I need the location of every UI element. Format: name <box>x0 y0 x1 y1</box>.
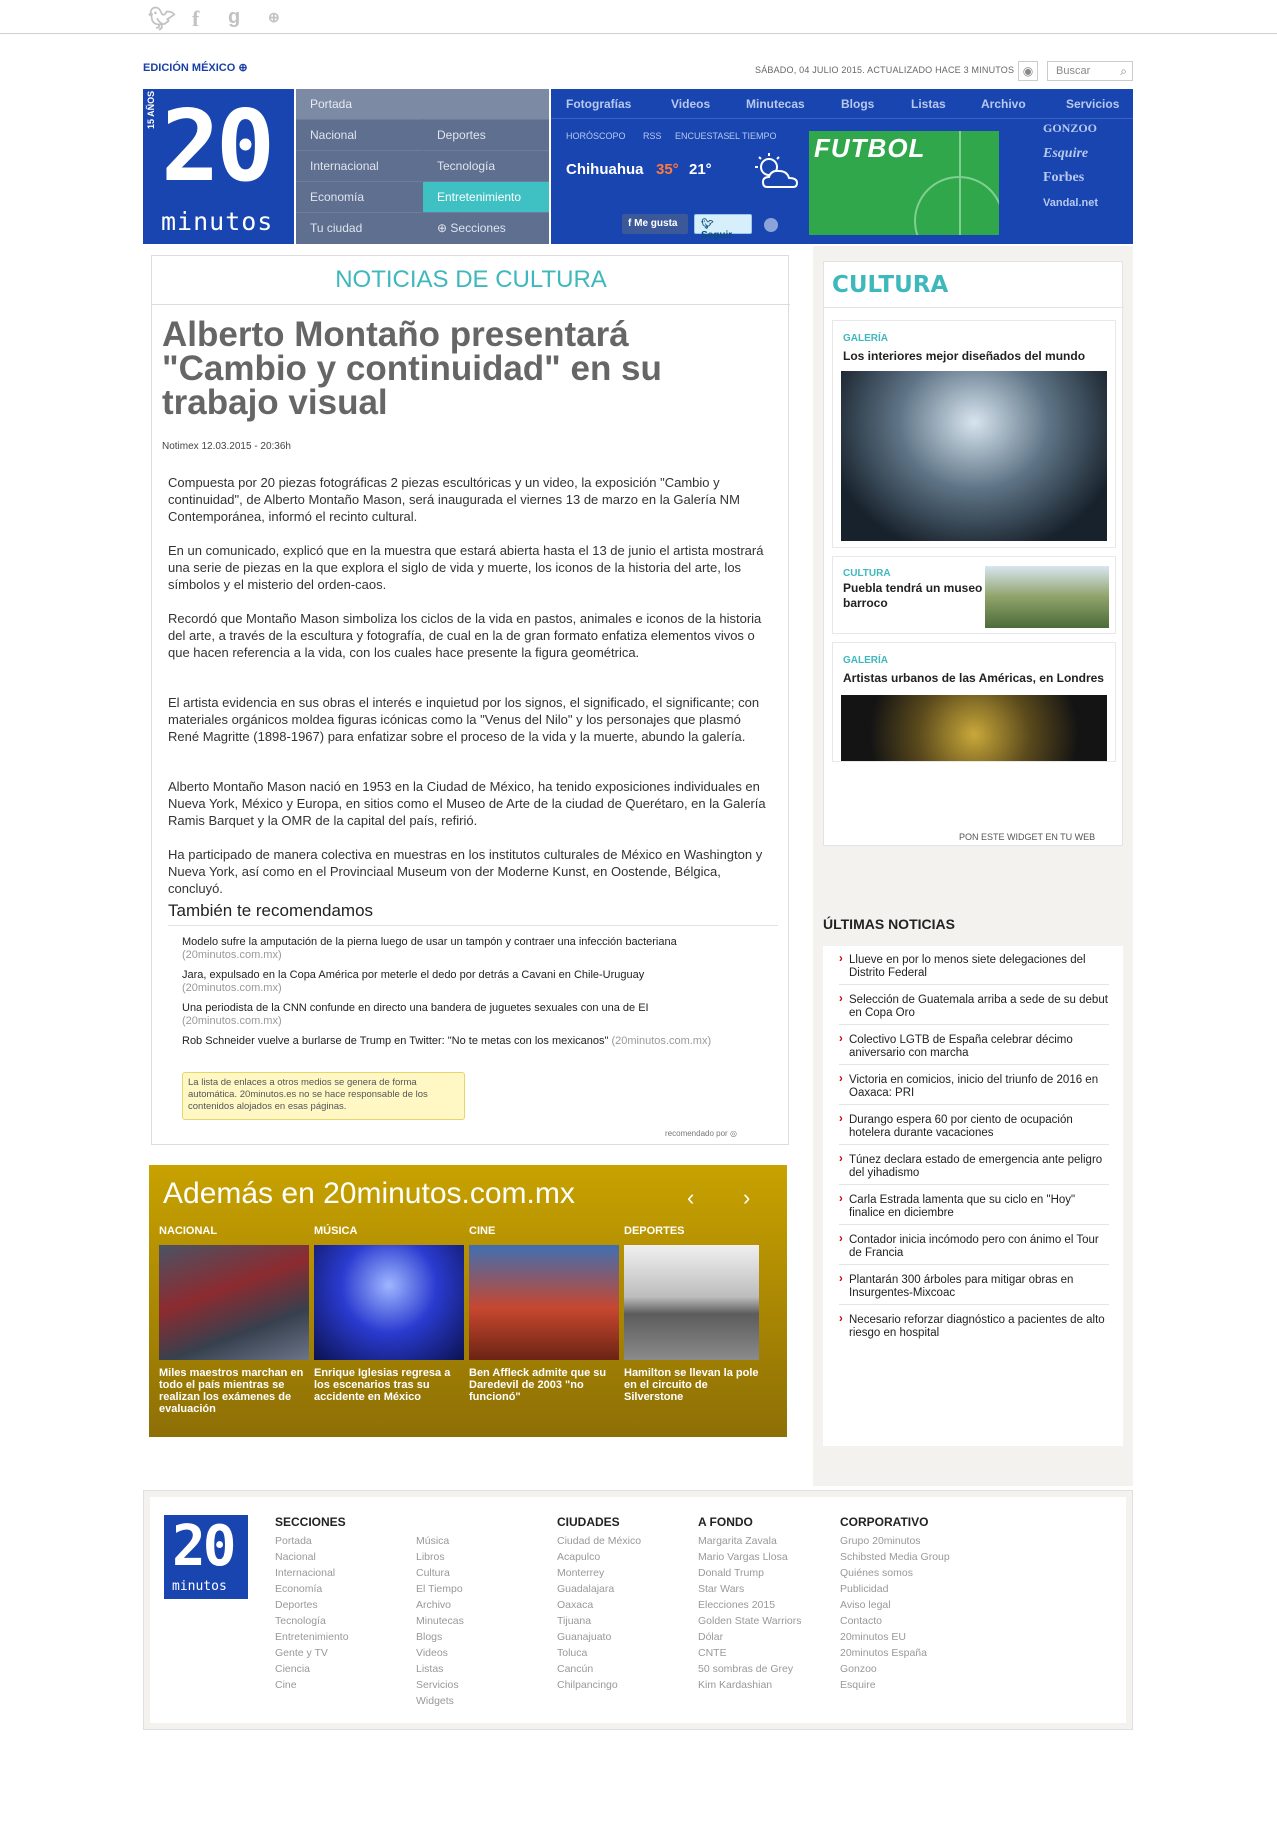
footer-link[interactable]: Cancún <box>557 1663 594 1675</box>
footer-col-a-fondo <box>698 1515 801 1693</box>
links-disclaimer: La lista de enlaces a otros medios se genera de forma automática. 20minutos.es no se hace responsable de los contenidos alojados en esas páginas. <box>182 1072 465 1120</box>
ademas-title: Además en 20minutos.com.mx <box>163 1177 575 1210</box>
card-title: Puebla tendrá un museo barroco <box>843 581 983 610</box>
footer-link[interactable]: Guadalajara <box>557 1583 615 1595</box>
card-tag: GALERÍA <box>843 333 888 344</box>
footer-link[interactable]: Servicios <box>416 1679 459 1691</box>
top-nav <box>551 89 1133 119</box>
search-placeholder: Buscar <box>1056 65 1091 77</box>
social-dot-icon[interactable] <box>764 218 778 232</box>
card-title: Los interiores mejor diseñados del mundo <box>843 349 1086 363</box>
list-item[interactable]: › Túnez declara estado de emergencia ante peligro del yihadismo <box>839 1154 1109 1180</box>
subnav-el-tiempo[interactable]: EL TIEMPO <box>729 131 777 141</box>
article-headline: Alberto Montaño presentará "Cambio y continuidad" en su trabajo visual <box>162 315 662 422</box>
google-plus-icon[interactable]: g <box>228 6 241 28</box>
footer-link[interactable]: El Tiempo <box>416 1583 463 1595</box>
movie-poster-photo <box>469 1245 619 1360</box>
cloud-sun-icon <box>749 151 805 193</box>
footer-link[interactable]: Gente y TV <box>275 1647 328 1659</box>
ultimas-title: ÚLTIMAS NOTICIAS <box>823 916 955 932</box>
list-item[interactable]: › Necesario reforzar diagnóstico a pacientes de alto riesgo en hospital <box>839 1314 1109 1340</box>
site-header <box>143 89 1133 244</box>
footer-link[interactable]: Ciudad de México <box>557 1535 642 1547</box>
ademas-carousel <box>149 1165 787 1437</box>
footer-col-secciones <box>275 1515 349 1693</box>
paragraph: Recordó que Montaño Mason simboliza los ciclos de la vida en pastos, animales e iconos de la historia del arte, a través de la escultura y fotografía, de cual en la de gran formato enfatiza elementos vivos o que hacen referencia a la vida, con los cuales hace presente la figura geométrica. <box>168 611 762 660</box>
footer-logo[interactable] <box>164 1515 248 1599</box>
list-item[interactable]: › Victoria en comicios, inicio del triunfo de 2016 en Oaxaca: PRI <box>839 1074 1109 1100</box>
carousel-category: NACIONAL <box>159 1225 218 1237</box>
cultura-widget <box>823 261 1123 846</box>
protest-photo <box>159 1245 309 1360</box>
logo-number: 20 <box>161 90 272 204</box>
edition-plus-icon: ⊕ <box>238 62 248 74</box>
paragraph: En un comunicado, explicó que en la muestra que estará abierta hasta el 13 de junio el artista mostrará una serie de piezas en la que explora el siglo de vida y muerte, los iconos de la historia del arte, los símbolos y el misterio del orden-caos. <box>168 543 764 592</box>
concert-photo <box>314 1245 464 1360</box>
footer-link[interactable]: Economía <box>275 1583 323 1595</box>
futbol-banner[interactable] <box>809 131 999 235</box>
divider <box>839 1304 1109 1305</box>
footer-col-ciudades <box>557 1515 641 1693</box>
divider <box>168 925 778 926</box>
twitter-icon[interactable]: 🐦︎ <box>148 6 176 31</box>
facebook-icon: f <box>628 218 632 229</box>
list-item[interactable]: › Carla Estrada lamenta que su ciclo en "Hoy" finalice en diciembre <box>839 1194 1109 1220</box>
footer-link[interactable]: Listas <box>416 1663 444 1675</box>
nav-entretenimiento[interactable]: Entretenimiento <box>423 181 549 212</box>
footer-link[interactable]: Minutecas <box>416 1615 464 1627</box>
carousel-item[interactable] <box>624 1225 759 1403</box>
search-icon[interactable]: ⌕ <box>1120 64 1127 78</box>
footer-link[interactable]: Toluca <box>557 1647 588 1659</box>
paragraph: Alberto Montaño Mason nació en 1953 en la Ciudad de México, ha tenido exposiciones individuales en Nueva York, México y Europa, en sitios como el Museo de Arte de la ciudad de Querétaro, en la Galería Ramis Barquet y la OMR de la capital del país, refirió. <box>168 779 766 828</box>
brand-gonzoo[interactable]: GONZOO <box>1043 121 1098 135</box>
paragraph: Ha participado de manera colectiva en muestras en los institutos culturales de México en Washington y Nueva York, así como en el Provinciaal Museum von der Moderne Kunst, en Oostende, Bélgica, concluyó. <box>168 847 763 896</box>
list-item[interactable]: › Colectivo LGTB de España celebrar décimo aniversario con marcha <box>839 1034 1109 1060</box>
list-item[interactable]: › Contador inicia incómodo pero con ánimo el Tour de Francia <box>839 1234 1109 1260</box>
carousel-caption: Hamilton se llevan la pole en el circuito de Silverstone <box>624 1367 759 1403</box>
subnav-encuestas[interactable]: ENCUESTAS <box>675 131 730 141</box>
twitter-bird-icon: 🐦︎ <box>701 219 714 230</box>
sidebar <box>813 246 1133 1486</box>
footer-link[interactable]: 50 sombras de Grey <box>698 1663 794 1675</box>
nav-tecnologia[interactable]: Tecnología <box>423 150 549 181</box>
footer-link[interactable]: Esquire <box>840 1679 876 1691</box>
footer-logo-word: minutos <box>172 1579 227 1594</box>
footer-link[interactable]: Margarita Zavala <box>698 1535 777 1547</box>
brand-esquire[interactable]: Esquire <box>1043 146 1089 161</box>
carousel-prev-icon[interactable]: ‹ <box>687 1185 695 1210</box>
nav-internacional[interactable]: Internacional <box>296 150 422 181</box>
article-container <box>151 255 789 1145</box>
footer-col-title: A FONDO <box>698 1515 753 1529</box>
recommendations-title: También te recomendamos <box>168 901 374 920</box>
footer-link[interactable]: Monterrey <box>557 1567 605 1579</box>
footer-link[interactable]: Acapulco <box>557 1551 601 1563</box>
brand-vandal[interactable]: Vandal.net <box>1043 197 1099 209</box>
gallery-card[interactable] <box>832 320 1116 548</box>
topnav-archivo[interactable]: Archivo <box>981 97 1026 111</box>
footer-logo-number: 20 <box>172 1514 234 1579</box>
nav-portada[interactable]: Portada <box>296 89 549 119</box>
footer-link[interactable]: Donald Trump <box>698 1567 764 1579</box>
nav-secciones[interactable]: ⊕ Secciones <box>423 212 549 243</box>
weather-city[interactable]: Chihuahua <box>566 161 644 178</box>
edition-selector[interactable] <box>143 61 248 74</box>
rss-icon[interactable]: ◉ <box>1018 61 1038 81</box>
carousel-caption: Miles maestros marchan en todo el país mientras se realizan los exámenes de evaluación <box>159 1367 304 1415</box>
brand-forbes[interactable]: Forbes <box>1043 170 1085 185</box>
footer-link[interactable]: Kim Kardashian <box>698 1679 773 1691</box>
subnav-horoscopo[interactable]: HORÓSCOPO <box>566 131 626 141</box>
footer-link[interactable]: Tijuana <box>557 1615 592 1627</box>
card-tag: CULTURA <box>843 568 891 579</box>
footer-col-more <box>416 1515 464 1709</box>
footer-link[interactable]: Videos <box>416 1647 448 1659</box>
footer-link[interactable]: Blogs <box>416 1631 443 1643</box>
news-card[interactable] <box>832 556 1116 634</box>
footer-col-title: SECCIONES <box>275 1515 346 1529</box>
gallery-card[interactable] <box>832 642 1116 762</box>
footer-link[interactable]: Contacto <box>840 1615 883 1627</box>
edition-label: EDICIÓN <box>143 62 189 74</box>
carousel-category: MÚSICA <box>314 1225 358 1237</box>
topnav-blogs[interactable]: Blogs <box>841 97 875 111</box>
weather-high: 35° <box>656 161 679 178</box>
footer-link[interactable]: 20minutos EU <box>840 1631 906 1643</box>
footer-link[interactable]: Grupo 20minutos <box>840 1535 921 1547</box>
footer-col-title: CORPORATIVO <box>840 1515 929 1529</box>
paragraph: Compuesta por 20 piezas fotográficas 2 piezas escultóricas y un video, la exposición "Cambio y continuidad", de Alberto Montaño Mason, será inaugurada el viernes 13 de marzo en la Galería NM Contemporánea, informó el recinto cultural. <box>168 475 740 524</box>
footer-link[interactable]: Quiénes somos <box>840 1567 913 1579</box>
footer-link[interactable]: Entretenimiento <box>275 1631 349 1643</box>
carousel-item[interactable] <box>159 1225 309 1415</box>
footer-link[interactable]: CNTE <box>698 1647 727 1659</box>
follow-label: Seguir <box>701 230 733 241</box>
carousel-category: DEPORTES <box>624 1225 685 1237</box>
topnav-minutecas[interactable]: Minutecas <box>746 97 805 111</box>
share-bar <box>0 0 1277 34</box>
footer-link[interactable]: Gonzoo <box>840 1663 877 1675</box>
footer-link[interactable]: Cine <box>275 1679 297 1691</box>
twitter-follow-button[interactable] <box>694 214 752 241</box>
museum-photo <box>985 566 1109 628</box>
section-title[interactable]: NOTICIAS DE CULTURA <box>152 256 790 305</box>
recommendation-link[interactable]: Rob Schneider vuelve a burlarse de Trump en Twitter: "No te metas con los mexicanos" (20minutos.com.mx) <box>182 1035 712 1047</box>
footer-link[interactable]: Archivo <box>416 1599 452 1611</box>
outbrain-icon: ◎ <box>729 1129 737 1138</box>
divider <box>839 1024 1109 1025</box>
carousel-item[interactable] <box>314 1225 464 1403</box>
footer-col-title <box>416 1515 464 1533</box>
carousel-caption: Ben Affleck admite que su Daredevil de 2003 "no funcionó" <box>469 1367 607 1403</box>
carousel-next-icon[interactable]: › <box>743 1185 751 1210</box>
footer-link[interactable]: Star Wars <box>698 1583 745 1595</box>
article-byline: Notimex 12.03.2015 - 20:36h <box>162 441 291 452</box>
mask-art-photo <box>841 695 1107 761</box>
nav-economia[interactable]: Economía <box>296 181 422 212</box>
card-title: Artistas urbanos de las Américas, en Londres <box>843 671 1104 685</box>
divider <box>839 1184 1109 1185</box>
ultimas-list <box>823 946 1123 1446</box>
footer-link[interactable]: Guanajuato <box>557 1631 612 1643</box>
footer-link[interactable]: Widgets <box>416 1695 454 1707</box>
site-logo[interactable] <box>143 89 294 244</box>
topnav-listas[interactable]: Listas <box>911 97 946 111</box>
like-label: Me gusta <box>634 218 678 229</box>
embed-widget-link[interactable]: PON ESTE WIDGET EN TU WEB <box>959 832 1096 842</box>
divider <box>839 1104 1109 1105</box>
footer-col-corporativo <box>840 1515 950 1693</box>
footer-inner <box>150 1497 1126 1723</box>
main-nav <box>296 89 549 244</box>
subnav-rss[interactable]: RSS <box>643 131 662 141</box>
footer-col-title: CIUDADES <box>557 1515 620 1529</box>
facebook-like-button[interactable] <box>622 214 688 234</box>
nav-nacional[interactable]: Nacional <box>296 119 422 150</box>
footer-link[interactable]: 20minutos España <box>840 1647 927 1659</box>
footer-link[interactable]: Cultura <box>416 1567 450 1579</box>
list-item[interactable]: › Selección de Guatemala arriba a sede de su debut en Copa Oro <box>839 994 1109 1020</box>
studio-photo <box>841 371 1107 541</box>
weather-low: 21° <box>689 161 712 178</box>
recommendation-link[interactable]: Jara, expulsado en la Copa América por meterle el dedo por detrás a Cavani en Chile-Uruguay (20minutos.com.mx) <box>182 969 645 994</box>
paragraph: El artista evidencia en sus obras el interés e inquietud por los signos, el significado, el significante; con materiales orgánicos moldea figuras icónicas como la "Venus del Nilo" y los personajes que plasmó René Magritte (1898-1967) para enfatizar sobre el proceso de la vida y la muerte, abundo la galería. <box>168 695 760 744</box>
footer-link[interactable]: Aviso legal <box>840 1599 891 1611</box>
footer-link[interactable]: Tecnología <box>275 1615 326 1627</box>
footer-link[interactable]: Ciencia <box>275 1663 311 1675</box>
footer-link[interactable]: Elecciones 2015 <box>698 1599 776 1611</box>
divider <box>839 1064 1109 1065</box>
nav-tu-ciudad[interactable]: Tu ciudad <box>296 212 422 243</box>
topnav-fotografias[interactable]: Fotografías <box>566 97 632 111</box>
footer-link[interactable]: Golden State Warriors <box>698 1615 802 1627</box>
footer-link[interactable]: Schibsted Media Group <box>840 1551 950 1563</box>
field-circle <box>914 176 999 235</box>
cultura-title[interactable]: CULTURA <box>824 262 1124 308</box>
footer-link[interactable]: Chilpancingo <box>557 1679 618 1691</box>
divider <box>839 1224 1109 1225</box>
site-footer <box>143 1490 1133 1730</box>
footer-link[interactable]: Deportes <box>275 1599 318 1611</box>
date-updated: SÁBADO, 04 JULIO 2015. ACTUALIZADO HACE 3 MINUTOS <box>755 65 1015 75</box>
footer-link[interactable]: Mario Vargas Llosa <box>698 1551 788 1563</box>
carousel-caption: Enrique Iglesias regresa a los escenarios tras su accidente en México <box>314 1367 451 1403</box>
card-tag: GALERÍA <box>843 655 888 666</box>
list-item[interactable]: › Plantarán 300 árboles para mitigar obras en Insurgentes-Mixcoac <box>839 1274 1109 1300</box>
logo-word: minutos <box>161 207 274 236</box>
footer-link[interactable]: Internacional <box>275 1567 336 1579</box>
topnav-servicios[interactable]: Servicios <box>1066 97 1120 111</box>
footer-link[interactable]: Portada <box>275 1535 312 1547</box>
anniversary-badge: 15 AÑOS <box>146 90 156 129</box>
list-item[interactable]: › Llueve en por lo menos siete delegaciones del Distrito Federal <box>839 954 1109 980</box>
plus-icon[interactable]: ⊕ <box>268 9 280 25</box>
carousel-item[interactable] <box>469 1225 619 1403</box>
topnav-videos[interactable]: Videos <box>671 97 711 111</box>
footer-link[interactable]: Dólar <box>698 1631 724 1643</box>
footer-link[interactable]: Libros <box>416 1551 445 1563</box>
blue-nav <box>551 89 1133 244</box>
footer-link[interactable]: Nacional <box>275 1551 316 1563</box>
recommended-by[interactable]: recomendado por ◎ <box>665 1129 737 1138</box>
divider <box>839 1264 1109 1265</box>
nav-deportes[interactable]: Deportes <box>423 119 549 150</box>
facebook-icon[interactable]: f <box>192 6 200 31</box>
list-item[interactable]: › Durango espera 60 por ciento de ocupación hotelera durante vacaciones <box>839 1114 1109 1140</box>
search-input[interactable] <box>1047 61 1133 81</box>
recommendation-link[interactable]: Una periodista de la CNN confunde en directo una bandera de juguetes sexuales con una de EI (20minutos.com.mx) <box>182 1002 649 1027</box>
carousel-category: CINE <box>469 1225 496 1237</box>
race-car-photo <box>624 1245 759 1360</box>
futbol-title: FUTBOL <box>814 133 926 163</box>
recommendation-link[interactable]: Modelo sufre la amputación de la pierna luego de usar un tampón y contraer una infección bacteriana (20minutos.com.mx) <box>182 936 677 961</box>
edition-country: MÉXICO <box>191 62 236 74</box>
divider <box>839 1144 1109 1145</box>
divider <box>839 984 1109 985</box>
footer-link[interactable]: Publicidad <box>840 1583 889 1595</box>
footer-link[interactable]: Música <box>416 1535 450 1547</box>
footer-link[interactable]: Oaxaca <box>557 1599 594 1611</box>
